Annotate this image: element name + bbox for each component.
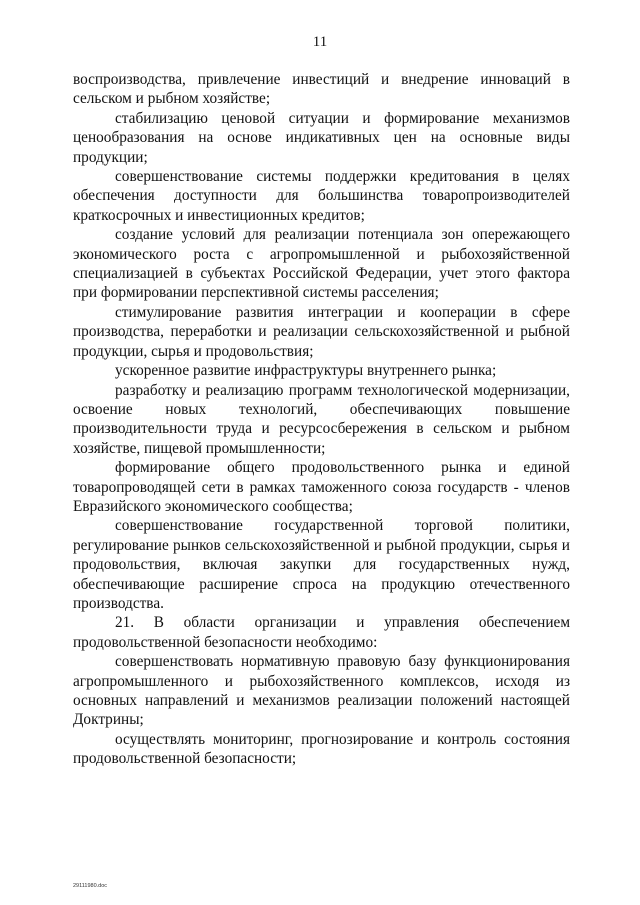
paragraph-3: совершенствование системы поддержки кредитования в целях обеспечения доступности для большинства товаропроизводителей краткосрочных и инвестиционных кредитов; [73, 168, 570, 224]
paragraph-6: ускоренное развитие инфраструктуры внутреннего рынка; [115, 362, 497, 380]
paragraph-12: осуществлять мониторинг, прогнозирование и контроль состояния продовольственной безопасности; [73, 730, 570, 768]
page-number: 11 [312, 34, 328, 50]
footer-file-code: 29111980.doc [73, 883, 108, 889]
document-body [73, 70, 570, 769]
paragraph-8: формирование общего продовольственного рынка и единой товаропроводящей сети в рамках таможенного союза государств - членов Евразийского экономического сообщества; [73, 459, 570, 515]
paragraph-1: воспроизводства, привлечение инвестиций и внедрение инноваций в сельском и рыбном хозяйстве; [73, 71, 570, 108]
paragraph-5: стимулирование развития интеграции и кооперации в сфере производства, переработки и реализации сельскохозяйственной и рыбной продукции, сырья и продовольствия; [73, 303, 570, 360]
paragraph-2: стабилизацию ценовой ситуации и формирование механизмов ценообразования на основе индикативных цен на основные виды продукции; [73, 109, 570, 166]
paragraph-4: создание условий для реализации потенциала зон опережающего экономического роста с агропромышленной и рыбохозяйственной специализацией в субъектах Российской Федерации, учет этого фактора при формировании перспективной системы расселения; [73, 226, 570, 302]
paragraph-7: разработку и реализацию программ технологической модернизации, освоение новых технологий, обеспечивающих повышение производительности труда и ресурсосбережения в сельском и рыбном хозяйстве, пищевой промышленности; [73, 381, 570, 457]
paragraph-11: совершенствовать нормативную правовую базу функционирования агропромышленного и рыбохозяйственного комплексов, исходя из основных направлений и механизмов реализации положений настоящей Доктрины; [73, 653, 570, 729]
paragraph-10: 21. В области организации и управления обеспечением продовольственной безопасности необходимо: [73, 614, 570, 651]
paragraph-9: совершенствование государственной торговой политики, регулирование рынков сельскохозяйственной и рыбной продукции, сырья и продовольствия, включая закупки для государственных нужд, обеспечивающие расширение спроса на продукцию отечественного производства. [73, 517, 570, 612]
